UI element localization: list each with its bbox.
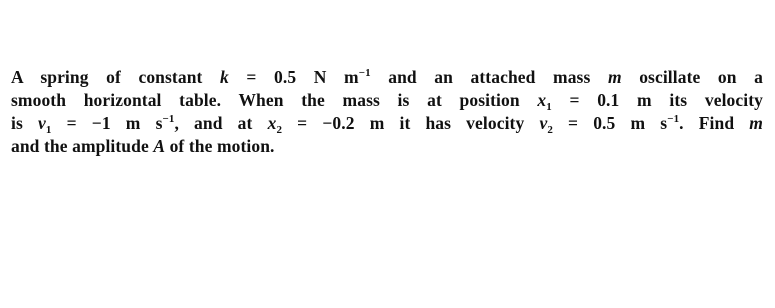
math-x2: x <box>267 113 277 133</box>
exponent: −1 <box>162 113 175 125</box>
math-x1: x <box>537 90 547 110</box>
subscript: 2 <box>547 124 553 136</box>
exponent: −1 <box>667 113 680 125</box>
problem-text <box>11 66 771 158</box>
math-A: A <box>153 136 166 156</box>
text-segment: of the motion. <box>165 136 275 156</box>
subscript: 1 <box>45 124 52 136</box>
math-k: k <box>220 67 229 87</box>
text-segment: and an attached mass <box>370 67 608 87</box>
problem-line-2 <box>11 89 763 112</box>
text-segment: is <box>11 113 38 133</box>
problem-line-3 <box>11 112 763 135</box>
text-segment: = 0.5 m s <box>552 113 668 133</box>
text-segment: . Find <box>679 113 750 133</box>
text-segment: smooth horizontal table. When the mass is at position <box>11 90 538 110</box>
math-m: m <box>607 67 622 87</box>
problem-line-1 <box>11 66 763 89</box>
text-segment: = −0.2 m it has velocity <box>282 113 540 133</box>
subscript: 2 <box>276 124 283 136</box>
text-segment: and the amplitude <box>11 136 154 156</box>
text-segment: , and at <box>174 113 268 133</box>
text-segment: = 0.5 N m <box>228 67 359 87</box>
math-m: m <box>749 113 764 133</box>
text-segment: A spring of constant <box>11 67 220 87</box>
math-v1: v <box>37 113 46 133</box>
math-v2: v <box>539 113 548 133</box>
exponent: −1 <box>358 67 371 79</box>
text-segment: = 0.1 m its velocity <box>551 90 763 110</box>
text-segment: oscillate on a <box>621 67 763 87</box>
subscript: 1 <box>546 101 552 113</box>
text-segment: = −1 m s <box>51 113 163 133</box>
problem-line-4 <box>11 135 771 158</box>
